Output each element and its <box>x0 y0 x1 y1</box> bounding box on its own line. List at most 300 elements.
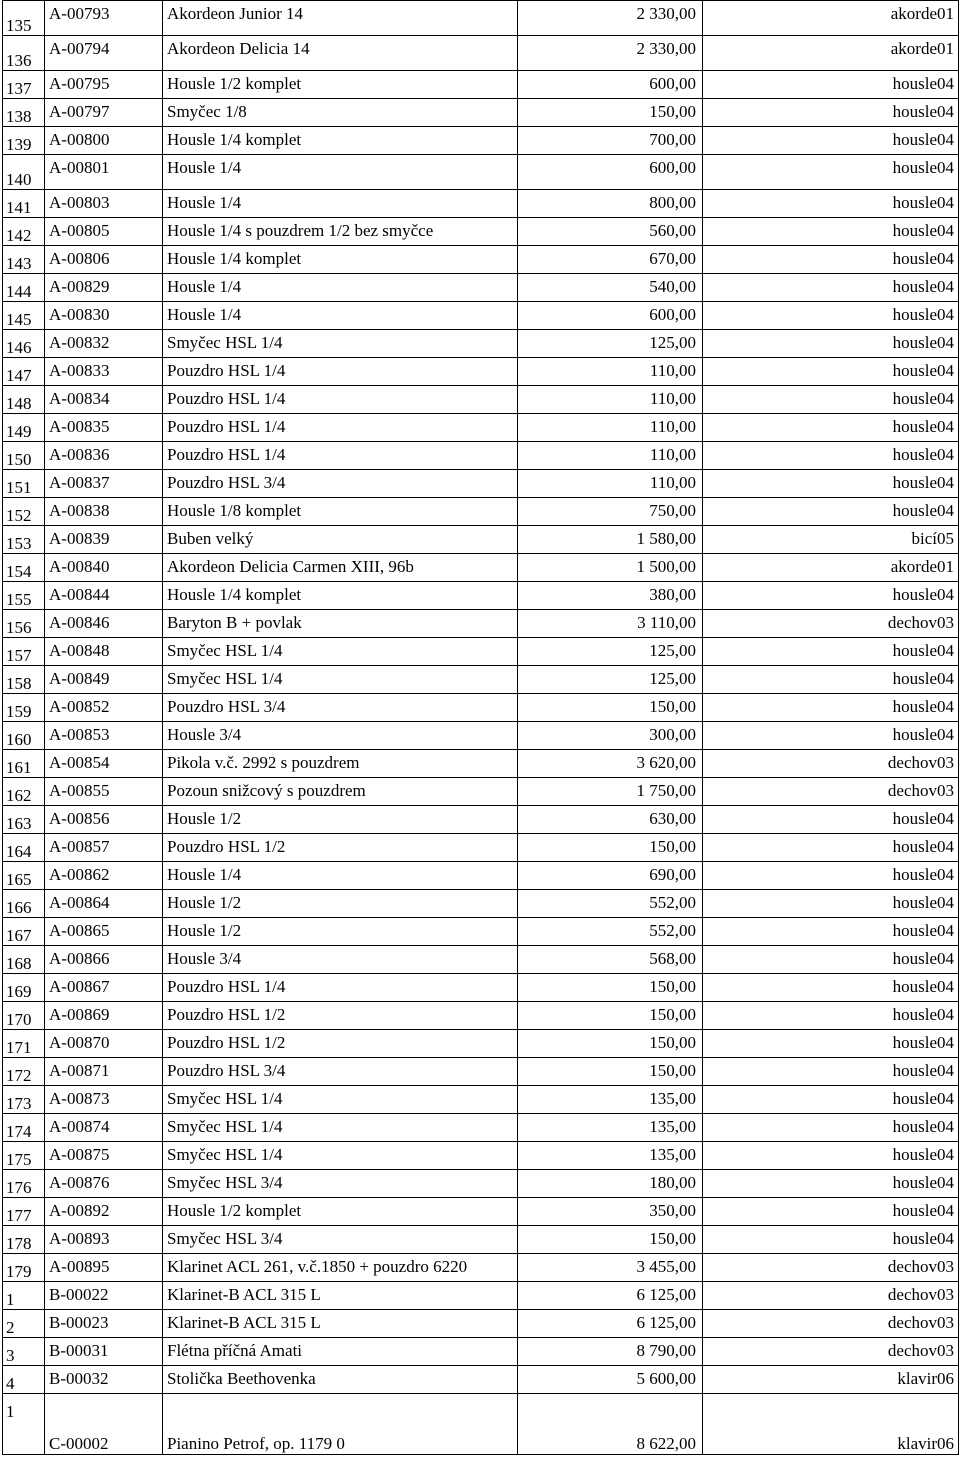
item-category-cell: akorde01 <box>703 1 959 36</box>
item-category-cell: housle04 <box>703 218 959 246</box>
table-row <box>3 778 959 806</box>
item-price-cell: 600,00 <box>518 302 703 330</box>
item-price-cell: 630,00 <box>518 806 703 834</box>
table-row <box>3 155 959 190</box>
item-name-cell: Housle 1/4 <box>163 274 518 302</box>
item-category-cell: klavir06 <box>703 1394 959 1455</box>
row-number-cell: 144 <box>3 274 45 302</box>
row-number-cell: 177 <box>3 1198 45 1226</box>
table-row <box>3 722 959 750</box>
table-row <box>3 890 959 918</box>
row-number-cell: 172 <box>3 1058 45 1086</box>
item-category-cell: dechov03 <box>703 1254 959 1282</box>
row-number-cell: 139 <box>3 127 45 155</box>
item-category-cell: housle04 <box>703 190 959 218</box>
item-category-cell: housle04 <box>703 71 959 99</box>
table-row <box>3 1086 959 1114</box>
item-price-cell: 568,00 <box>518 946 703 974</box>
item-code-cell: A-00849 <box>45 666 163 694</box>
item-price-cell: 552,00 <box>518 890 703 918</box>
item-category-cell: housle04 <box>703 1198 959 1226</box>
item-category-cell: housle04 <box>703 1086 959 1114</box>
item-price-cell: 150,00 <box>518 694 703 722</box>
row-number-cell: 151 <box>3 470 45 498</box>
table-row <box>3 386 959 414</box>
item-code-cell: A-00795 <box>45 71 163 99</box>
item-code-cell: A-00833 <box>45 358 163 386</box>
item-price-cell: 690,00 <box>518 862 703 890</box>
row-number-cell: 155 <box>3 582 45 610</box>
table-row <box>3 918 959 946</box>
row-number-cell: 145 <box>3 302 45 330</box>
item-name-cell: Akordeon Junior 14 <box>163 1 518 36</box>
item-name-cell: Housle 1/4 <box>163 862 518 890</box>
table-row <box>3 470 959 498</box>
item-name-cell: Smyčec HSL 1/4 <box>163 666 518 694</box>
item-name-cell: Housle 1/4 <box>163 302 518 330</box>
item-category-cell: dechov03 <box>703 610 959 638</box>
table-row <box>3 1 959 36</box>
item-name-cell: Housle 1/4 <box>163 155 518 190</box>
item-name-cell: Buben velký <box>163 526 518 554</box>
row-number-cell: 154 <box>3 554 45 582</box>
row-number-cell: 156 <box>3 610 45 638</box>
item-name-cell: Pouzdro HSL 3/4 <box>163 1058 518 1086</box>
item-name-cell: Pikola v.č. 2992 s pouzdrem <box>163 750 518 778</box>
table-row <box>3 582 959 610</box>
row-number-cell: 135 <box>3 1 45 36</box>
item-category-cell: housle04 <box>703 666 959 694</box>
item-name-cell: Housle 1/4 komplet <box>163 246 518 274</box>
table-row <box>3 1058 959 1086</box>
table-row <box>3 1338 959 1366</box>
item-category-cell: dechov03 <box>703 778 959 806</box>
item-price-cell: 125,00 <box>518 666 703 694</box>
item-price-cell: 1 580,00 <box>518 526 703 554</box>
table-row <box>3 358 959 386</box>
item-code-cell: B-00022 <box>45 1282 163 1310</box>
item-code-cell: A-00892 <box>45 1198 163 1226</box>
item-code-cell: A-00895 <box>45 1254 163 1282</box>
item-code-cell: A-00852 <box>45 694 163 722</box>
item-price-cell: 750,00 <box>518 498 703 526</box>
item-price-cell: 6 125,00 <box>518 1282 703 1310</box>
row-number-cell: 143 <box>3 246 45 274</box>
item-code-cell: A-00834 <box>45 386 163 414</box>
item-name-cell: Pouzdro HSL 1/4 <box>163 442 518 470</box>
table-row <box>3 750 959 778</box>
row-number-cell: 4 <box>3 1366 45 1394</box>
item-code-cell: A-00875 <box>45 1142 163 1170</box>
item-code-cell: A-00869 <box>45 1002 163 1030</box>
row-number-cell: 141 <box>3 190 45 218</box>
item-category-cell: housle04 <box>703 386 959 414</box>
row-number-cell: 153 <box>3 526 45 554</box>
row-number-cell: 140 <box>3 155 45 190</box>
row-number-cell: 179 <box>3 1254 45 1282</box>
item-code-cell: B-00023 <box>45 1310 163 1338</box>
item-category-cell: housle04 <box>703 582 959 610</box>
item-price-cell: 1 750,00 <box>518 778 703 806</box>
row-number-cell: 157 <box>3 638 45 666</box>
item-price-cell: 2 330,00 <box>518 1 703 36</box>
item-name-cell: Smyčec HSL 1/4 <box>163 1114 518 1142</box>
row-number-cell: 1 <box>3 1394 45 1455</box>
item-category-cell: housle04 <box>703 834 959 862</box>
item-price-cell: 560,00 <box>518 218 703 246</box>
item-name-cell: Pouzdro HSL 1/2 <box>163 1002 518 1030</box>
table-row <box>3 71 959 99</box>
item-code-cell: A-00855 <box>45 778 163 806</box>
item-category-cell: housle04 <box>703 274 959 302</box>
item-name-cell: Housle 1/2 <box>163 806 518 834</box>
row-number-cell: 178 <box>3 1226 45 1254</box>
item-category-cell: housle04 <box>703 638 959 666</box>
row-number-cell: 174 <box>3 1114 45 1142</box>
item-code-cell: A-00829 <box>45 274 163 302</box>
item-code-cell: A-00846 <box>45 610 163 638</box>
item-code-cell: A-00806 <box>45 246 163 274</box>
item-price-cell: 110,00 <box>518 414 703 442</box>
item-price-cell: 3 455,00 <box>518 1254 703 1282</box>
item-category-cell: housle04 <box>703 946 959 974</box>
item-name-cell: Pouzdro HSL 1/2 <box>163 834 518 862</box>
item-price-cell: 8 790,00 <box>518 1338 703 1366</box>
item-name-cell: Flétna příčná Amati <box>163 1338 518 1366</box>
item-code-cell: A-00853 <box>45 722 163 750</box>
item-price-cell: 2 330,00 <box>518 36 703 71</box>
item-category-cell: housle04 <box>703 806 959 834</box>
table-row <box>3 946 959 974</box>
item-category-cell: housle04 <box>703 302 959 330</box>
row-number-cell: 165 <box>3 862 45 890</box>
item-category-cell: housle04 <box>703 358 959 386</box>
row-number-cell: 1 <box>3 1282 45 1310</box>
row-number-cell: 160 <box>3 722 45 750</box>
row-number-cell: 147 <box>3 358 45 386</box>
item-code-cell: A-00794 <box>45 36 163 71</box>
table-row <box>3 99 959 127</box>
item-category-cell: housle04 <box>703 155 959 190</box>
item-price-cell: 110,00 <box>518 358 703 386</box>
item-category-cell: dechov03 <box>703 1338 959 1366</box>
item-code-cell: A-00874 <box>45 1114 163 1142</box>
item-name-cell: Baryton B + povlak <box>163 610 518 638</box>
item-name-cell: Smyčec HSL 3/4 <box>163 1226 518 1254</box>
item-category-cell: housle04 <box>703 694 959 722</box>
row-number-cell: 175 <box>3 1142 45 1170</box>
table-row <box>3 862 959 890</box>
item-price-cell: 150,00 <box>518 1002 703 1030</box>
table-row <box>3 1142 959 1170</box>
item-category-cell: housle04 <box>703 1114 959 1142</box>
item-category-cell: dechov03 <box>703 1282 959 1310</box>
item-category-cell: housle04 <box>703 862 959 890</box>
item-category-cell: housle04 <box>703 1058 959 1086</box>
item-price-cell: 150,00 <box>518 974 703 1002</box>
row-number-cell: 136 <box>3 36 45 71</box>
item-code-cell: A-00840 <box>45 554 163 582</box>
item-code-cell: A-00844 <box>45 582 163 610</box>
row-number-cell: 169 <box>3 974 45 1002</box>
item-category-cell: akorde01 <box>703 554 959 582</box>
item-price-cell: 3 620,00 <box>518 750 703 778</box>
item-name-cell: Housle 1/2 <box>163 890 518 918</box>
item-code-cell: B-00032 <box>45 1366 163 1394</box>
item-price-cell: 110,00 <box>518 442 703 470</box>
table-row <box>3 190 959 218</box>
table-row <box>3 806 959 834</box>
item-name-cell: Klarinet-B ACL 315 L <box>163 1282 518 1310</box>
table-row <box>3 1226 959 1254</box>
item-price-cell: 135,00 <box>518 1114 703 1142</box>
row-number-cell: 170 <box>3 1002 45 1030</box>
item-category-cell: housle04 <box>703 1030 959 1058</box>
item-name-cell: Akordeon Delicia Carmen XIII, 96b <box>163 554 518 582</box>
item-code-cell: A-00871 <box>45 1058 163 1086</box>
row-number-cell: 146 <box>3 330 45 358</box>
item-name-cell: Pouzdro HSL 1/4 <box>163 386 518 414</box>
item-category-cell: housle04 <box>703 414 959 442</box>
item-code-cell: A-00876 <box>45 1170 163 1198</box>
item-price-cell: 110,00 <box>518 386 703 414</box>
row-number-cell: 161 <box>3 750 45 778</box>
row-number-cell: 159 <box>3 694 45 722</box>
row-number-cell: 162 <box>3 778 45 806</box>
item-code-cell: A-00866 <box>45 946 163 974</box>
item-code-cell: C-00002 <box>45 1394 163 1455</box>
item-name-cell: Smyčec 1/8 <box>163 99 518 127</box>
item-name-cell: Smyčec HSL 1/4 <box>163 1086 518 1114</box>
table-row <box>3 834 959 862</box>
item-name-cell: Housle 1/4 komplet <box>163 127 518 155</box>
row-number-cell: 167 <box>3 918 45 946</box>
item-name-cell: Smyčec HSL 3/4 <box>163 1170 518 1198</box>
item-code-cell: A-00857 <box>45 834 163 862</box>
item-category-cell: housle04 <box>703 99 959 127</box>
table-row <box>3 274 959 302</box>
table-row <box>3 246 959 274</box>
item-code-cell: A-00893 <box>45 1226 163 1254</box>
table-row <box>3 498 959 526</box>
item-code-cell: A-00797 <box>45 99 163 127</box>
item-price-cell: 135,00 <box>518 1086 703 1114</box>
item-category-cell: housle04 <box>703 890 959 918</box>
item-code-cell: A-00864 <box>45 890 163 918</box>
table-row <box>3 554 959 582</box>
item-price-cell: 552,00 <box>518 918 703 946</box>
item-name-cell: Housle 1/2 <box>163 918 518 946</box>
table-row <box>3 974 959 1002</box>
item-name-cell: Housle 1/4 komplet <box>163 582 518 610</box>
item-code-cell: A-00832 <box>45 330 163 358</box>
item-name-cell: Smyčec HSL 1/4 <box>163 1142 518 1170</box>
item-price-cell: 600,00 <box>518 71 703 99</box>
item-category-cell: housle04 <box>703 127 959 155</box>
item-name-cell: Housle 3/4 <box>163 946 518 974</box>
item-name-cell: Housle 1/2 komplet <box>163 71 518 99</box>
table-row <box>3 610 959 638</box>
item-name-cell: Housle 1/4 <box>163 190 518 218</box>
table-row <box>3 1366 959 1394</box>
item-name-cell: Klarinet ACL 261, v.č.1850 + pouzdro 6220 <box>163 1254 518 1282</box>
row-number-cell: 3 <box>3 1338 45 1366</box>
inventory-table <box>2 0 959 1455</box>
item-price-cell: 150,00 <box>518 1226 703 1254</box>
table-row <box>3 694 959 722</box>
item-price-cell: 3 110,00 <box>518 610 703 638</box>
item-category-cell: housle04 <box>703 498 959 526</box>
item-code-cell: A-00838 <box>45 498 163 526</box>
row-number-cell: 138 <box>3 99 45 127</box>
item-name-cell: Housle 1/8 komplet <box>163 498 518 526</box>
item-price-cell: 150,00 <box>518 1030 703 1058</box>
item-code-cell: A-00873 <box>45 1086 163 1114</box>
item-name-cell: Pouzdro HSL 1/2 <box>163 1030 518 1058</box>
item-code-cell: A-00867 <box>45 974 163 1002</box>
item-code-cell: A-00835 <box>45 414 163 442</box>
item-price-cell: 125,00 <box>518 330 703 358</box>
item-name-cell: Stolička Beethovenka <box>163 1366 518 1394</box>
item-category-cell: housle04 <box>703 330 959 358</box>
table-row <box>3 1310 959 1338</box>
item-price-cell: 5 600,00 <box>518 1366 703 1394</box>
item-name-cell: Pianino Petrof, op. 1179 0 <box>163 1394 518 1455</box>
item-category-cell: klavir06 <box>703 1366 959 1394</box>
item-name-cell: Smyčec HSL 1/4 <box>163 330 518 358</box>
item-code-cell: A-00830 <box>45 302 163 330</box>
table-row <box>3 1394 959 1455</box>
item-name-cell: Pouzdro HSL 1/4 <box>163 414 518 442</box>
item-category-cell: housle04 <box>703 974 959 1002</box>
row-number-cell: 137 <box>3 71 45 99</box>
item-code-cell: A-00848 <box>45 638 163 666</box>
item-code-cell: A-00805 <box>45 218 163 246</box>
item-code-cell: A-00839 <box>45 526 163 554</box>
item-name-cell: Klarinet-B ACL 315 L <box>163 1310 518 1338</box>
item-category-cell: housle04 <box>703 722 959 750</box>
table-row <box>3 1170 959 1198</box>
item-price-cell: 540,00 <box>518 274 703 302</box>
item-category-cell: dechov03 <box>703 750 959 778</box>
item-category-cell: housle04 <box>703 1142 959 1170</box>
item-price-cell: 110,00 <box>518 470 703 498</box>
item-category-cell: housle04 <box>703 1226 959 1254</box>
item-name-cell: Pouzdro HSL 3/4 <box>163 694 518 722</box>
item-name-cell: Pouzdro HSL 1/4 <box>163 358 518 386</box>
item-code-cell: A-00854 <box>45 750 163 778</box>
row-number-cell: 148 <box>3 386 45 414</box>
item-category-cell: dechov03 <box>703 1310 959 1338</box>
table-row <box>3 218 959 246</box>
item-code-cell: A-00870 <box>45 1030 163 1058</box>
table-row <box>3 302 959 330</box>
table-row <box>3 127 959 155</box>
row-number-cell: 166 <box>3 890 45 918</box>
item-name-cell: Housle 1/4 s pouzdrem 1/2 bez smyčce <box>163 218 518 246</box>
item-price-cell: 150,00 <box>518 99 703 127</box>
row-number-cell: 164 <box>3 834 45 862</box>
table-row <box>3 526 959 554</box>
item-price-cell: 150,00 <box>518 1058 703 1086</box>
item-price-cell: 380,00 <box>518 582 703 610</box>
item-name-cell: Smyčec HSL 1/4 <box>163 638 518 666</box>
table-row <box>3 1030 959 1058</box>
item-code-cell: B-00031 <box>45 1338 163 1366</box>
table-row <box>3 36 959 71</box>
item-code-cell: A-00801 <box>45 155 163 190</box>
table-row <box>3 638 959 666</box>
item-price-cell: 300,00 <box>518 722 703 750</box>
row-number-cell: 163 <box>3 806 45 834</box>
item-price-cell: 350,00 <box>518 1198 703 1226</box>
item-name-cell: Pouzdro HSL 1/4 <box>163 974 518 1002</box>
table-row <box>3 414 959 442</box>
item-code-cell: A-00865 <box>45 918 163 946</box>
table-row <box>3 1198 959 1226</box>
item-name-cell: Housle 1/2 komplet <box>163 1198 518 1226</box>
item-name-cell: Pouzdro HSL 3/4 <box>163 470 518 498</box>
item-code-cell: A-00836 <box>45 442 163 470</box>
row-number-cell: 176 <box>3 1170 45 1198</box>
item-category-cell: housle04 <box>703 1170 959 1198</box>
item-price-cell: 670,00 <box>518 246 703 274</box>
item-code-cell: A-00862 <box>45 862 163 890</box>
table-row <box>3 1254 959 1282</box>
item-code-cell: A-00837 <box>45 470 163 498</box>
table-row <box>3 1002 959 1030</box>
item-price-cell: 125,00 <box>518 638 703 666</box>
item-price-cell: 135,00 <box>518 1142 703 1170</box>
item-price-cell: 150,00 <box>518 834 703 862</box>
row-number-cell: 152 <box>3 498 45 526</box>
item-category-cell: housle04 <box>703 470 959 498</box>
item-price-cell: 600,00 <box>518 155 703 190</box>
row-number-cell: 171 <box>3 1030 45 1058</box>
row-number-cell: 142 <box>3 218 45 246</box>
table-row <box>3 330 959 358</box>
row-number-cell: 2 <box>3 1310 45 1338</box>
table-row <box>3 1282 959 1310</box>
item-code-cell: A-00803 <box>45 190 163 218</box>
item-category-cell: housle04 <box>703 442 959 470</box>
table-row <box>3 442 959 470</box>
row-number-cell: 158 <box>3 666 45 694</box>
row-number-cell: 149 <box>3 414 45 442</box>
item-category-cell: housle04 <box>703 1002 959 1030</box>
item-name-cell: Pozoun snižcový s pouzdrem <box>163 778 518 806</box>
row-number-cell: 150 <box>3 442 45 470</box>
item-code-cell: A-00856 <box>45 806 163 834</box>
item-price-cell: 1 500,00 <box>518 554 703 582</box>
item-price-cell: 6 125,00 <box>518 1310 703 1338</box>
item-name-cell: Akordeon Delicia 14 <box>163 36 518 71</box>
item-code-cell: A-00793 <box>45 1 163 36</box>
row-number-cell: 173 <box>3 1086 45 1114</box>
table-row <box>3 1114 959 1142</box>
table-row <box>3 666 959 694</box>
item-category-cell: housle04 <box>703 918 959 946</box>
item-name-cell: Housle 3/4 <box>163 722 518 750</box>
item-price-cell: 180,00 <box>518 1170 703 1198</box>
row-number-cell: 168 <box>3 946 45 974</box>
item-category-cell: housle04 <box>703 246 959 274</box>
item-price-cell: 800,00 <box>518 190 703 218</box>
item-price-cell: 700,00 <box>518 127 703 155</box>
item-category-cell: akorde01 <box>703 36 959 71</box>
item-code-cell: A-00800 <box>45 127 163 155</box>
inventory-table-body <box>3 1 959 1455</box>
